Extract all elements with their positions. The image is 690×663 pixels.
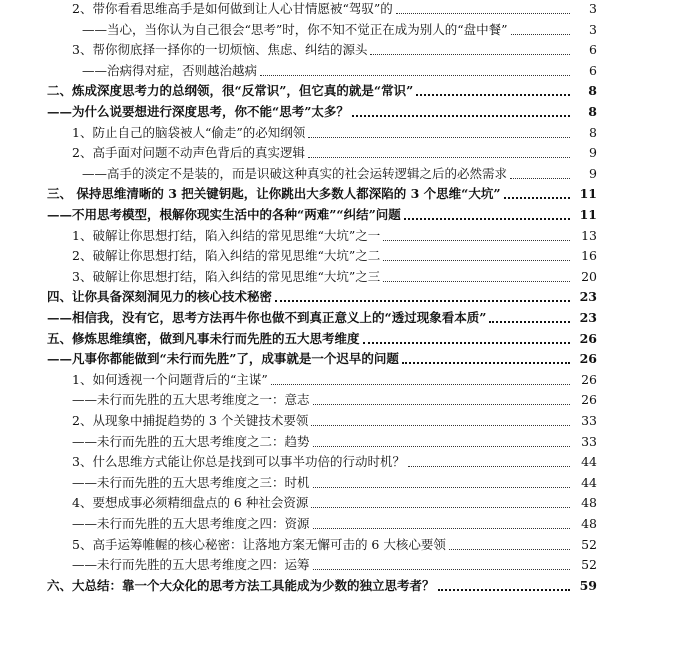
toc-page-number: 52	[581, 557, 597, 573]
toc-page-number: 26	[579, 330, 597, 346]
dot-leader	[308, 137, 570, 138]
toc-entry-label: 2、破解让你思想打结，陷入纠结的常见思维“大坑”之二	[72, 248, 381, 264]
dot-leader	[311, 507, 570, 508]
toc-entry-label: 1、如何透视一个问题背后的“主谋”	[72, 371, 268, 387]
toc-entry-label: ——未行而先胜的五大思考维度之三：时机	[72, 474, 310, 490]
toc-page-number: 8	[588, 83, 597, 99]
toc-entry-row	[0, 552, 597, 574]
dot-leader	[260, 75, 570, 76]
toc-entry-label: 四、让你具备深刻洞见力的核心技术秘密	[47, 289, 273, 305]
toc-entry-label: ——当心，当你认为自己很会“思考”时，你不知不觉正在成为别人的“盘中餐”	[82, 21, 508, 37]
toc-entry-row	[0, 0, 597, 18]
toc-entry-label: ——未行而先胜的五大思考维度之四：运筹	[72, 557, 310, 573]
toc-entry-label: 3、破解让你思想打结，陷入纠结的常见思维“大坑”之三	[72, 268, 381, 284]
toc-page-number: 59	[579, 577, 597, 593]
dot-leader	[313, 404, 570, 405]
toc-entry-label: 2、从现象中捕捉趋势的 3 个关键技术要领	[72, 413, 309, 428]
toc-heading-row	[0, 305, 597, 327]
toc-entry-label: 1、防止自己的脑袋被人“偷走”的必知纲领	[72, 124, 306, 140]
dot-leader	[438, 589, 570, 591]
dot-leader	[275, 300, 570, 302]
dot-leader	[313, 487, 570, 488]
dot-leader	[404, 218, 570, 220]
toc-entry-row	[0, 161, 597, 183]
toc-entry-row	[0, 140, 597, 162]
toc-entry-row	[0, 264, 597, 286]
toc-page-number: 26	[581, 392, 597, 408]
toc-entry-row	[0, 532, 597, 554]
toc-page-number: 13	[581, 227, 597, 243]
toc-entry-row	[0, 120, 597, 142]
toc-entry-row	[0, 243, 597, 265]
toc-page-number: 52	[581, 536, 597, 552]
toc-entry-row	[0, 58, 597, 80]
toc-entry-row	[0, 367, 597, 389]
dot-leader	[370, 54, 570, 55]
toc-heading-row	[0, 573, 597, 595]
toc-entry-label: ——未行而先胜的五大思考维度之一：意志	[72, 392, 310, 408]
toc-entry-label: ——治病得对症，否则越治越病	[82, 62, 258, 78]
toc-entry-label: 4、要想成事必须精细盘点的 6 种社会资源	[72, 495, 309, 511]
toc-heading-row	[0, 99, 597, 121]
dot-leader	[383, 240, 570, 241]
toc-page-number: 11	[579, 207, 597, 222]
toc-entry-label: 六、大总结：靠一个大众化的思考方法工具能成为少数的独立思考者？	[47, 577, 435, 593]
dot-leader	[489, 321, 570, 323]
toc-page-number: 6	[589, 42, 597, 58]
toc-entry-label: ——不用思考模型，根解你现实生活中的各种“两难”“纠结”问题	[47, 207, 401, 222]
toc-heading-row	[0, 202, 597, 224]
toc-page-number: 11	[579, 186, 597, 202]
toc-page-number: 26	[579, 351, 597, 367]
toc-page-number: 6	[589, 62, 597, 78]
toc-page-number: 44	[581, 474, 597, 490]
toc-entry-row	[0, 449, 597, 471]
toc-page-number: 8	[589, 124, 597, 140]
toc-entry-label: 2、带你看看思维高手是如何做到让人心甘情愿被“驾驭”的	[72, 1, 393, 16]
toc-entry-label: 五、修炼思维缜密，做到凡事未行而先胜的五大思考维度	[47, 330, 360, 346]
toc-page-number: 3	[589, 21, 597, 37]
toc-entry-row	[0, 37, 597, 59]
dot-leader	[313, 446, 570, 447]
toc-entry-row	[0, 408, 597, 430]
toc-page-number: 9	[589, 165, 597, 181]
dot-leader	[408, 466, 570, 467]
toc-page-number: 44	[581, 454, 597, 470]
dot-leader	[402, 362, 570, 364]
toc-entry-label: ——未行而先胜的五大思考维度之四：资源	[72, 516, 310, 531]
toc-entry-label: 1、破解让你思想打结，陷入纠结的常见思维“大坑”之一	[72, 227, 381, 243]
toc-entry-label: 5、高手运筹帷幄的核心秘密：让落地方案无懈可击的 6 大核心要领	[72, 536, 446, 552]
toc-entry-row	[0, 17, 597, 39]
dot-leader	[396, 13, 570, 14]
dot-leader	[383, 260, 570, 261]
dot-leader	[271, 384, 570, 385]
toc-page-number: 23	[579, 289, 597, 305]
dot-leader	[504, 197, 570, 199]
toc-entry-label: 3、什么思维方式能让你总是找到可以事半功倍的行动时机？	[72, 454, 405, 470]
dot-leader	[383, 281, 570, 282]
toc-page-number: 26	[581, 371, 597, 387]
toc-page-number: 16	[581, 248, 597, 264]
dot-leader	[449, 549, 570, 550]
toc-page-number: 8	[588, 104, 597, 119]
dot-leader	[416, 94, 570, 96]
dot-leader	[363, 342, 570, 344]
toc-page-number: 48	[581, 516, 597, 531]
toc-entry-label: 二、炼成深度思考力的总纲领，很“反常识”，但它真的就是“常识”	[47, 83, 414, 99]
dot-leader	[352, 115, 570, 117]
dot-leader	[511, 34, 570, 35]
toc-entry-label: ——未行而先胜的五大思考维度之二：趋势	[72, 433, 310, 449]
dot-leader	[308, 157, 570, 158]
toc-entry-row	[0, 429, 597, 451]
toc-page-number: 33	[581, 413, 597, 428]
dot-leader	[313, 528, 570, 529]
toc-page-number: 33	[581, 433, 597, 449]
toc-heading-row	[0, 326, 597, 348]
toc-entry-label: 3、帮你彻底择一择你的一切烦恼、焦虑、纠结的源头	[72, 42, 368, 58]
toc-entry-row	[0, 387, 597, 409]
toc-page-number: 9	[589, 145, 597, 161]
toc-entry-row	[0, 223, 597, 245]
toc-entry-label: ——凡事你都能做到“未行而先胜”了，成事就是一个迟早的问题	[47, 351, 399, 367]
dot-leader	[313, 569, 570, 570]
toc-page-number: 23	[579, 310, 597, 325]
toc-entry-label: ——为什么说要想进行深度思考，你不能“思考”太多？	[47, 104, 349, 119]
toc-entry-label: 三、 保持思维清晰的 3 把关键钥匙，让你跳出大多数人都深陷的 3 个思维“大坑”	[47, 186, 501, 202]
toc-page-number: 3	[589, 1, 597, 16]
toc-page-number: 20	[581, 268, 597, 284]
toc-heading-row	[0, 346, 597, 368]
dot-leader	[510, 178, 570, 179]
toc-entry-row	[0, 470, 597, 492]
toc-heading-row	[0, 181, 597, 203]
toc-entry-label: 2、高手面对问题不动声色背后的真实逻辑	[72, 145, 305, 161]
toc-entry-label: ——高手的淡定不是装的，而是识破这种真实的社会运转逻辑之后的必然需求	[82, 165, 508, 181]
toc-entry-label: ——相信我，没有它，思考方法再牛你也做不到真正意义上的“透过现象看本质”	[47, 310, 487, 325]
toc-page-number: 48	[581, 495, 597, 511]
toc-entry-row	[0, 490, 597, 512]
dot-leader	[311, 425, 570, 426]
toc-entry-row	[0, 511, 597, 533]
toc-heading-row	[0, 284, 597, 306]
toc-heading-row	[0, 78, 597, 100]
